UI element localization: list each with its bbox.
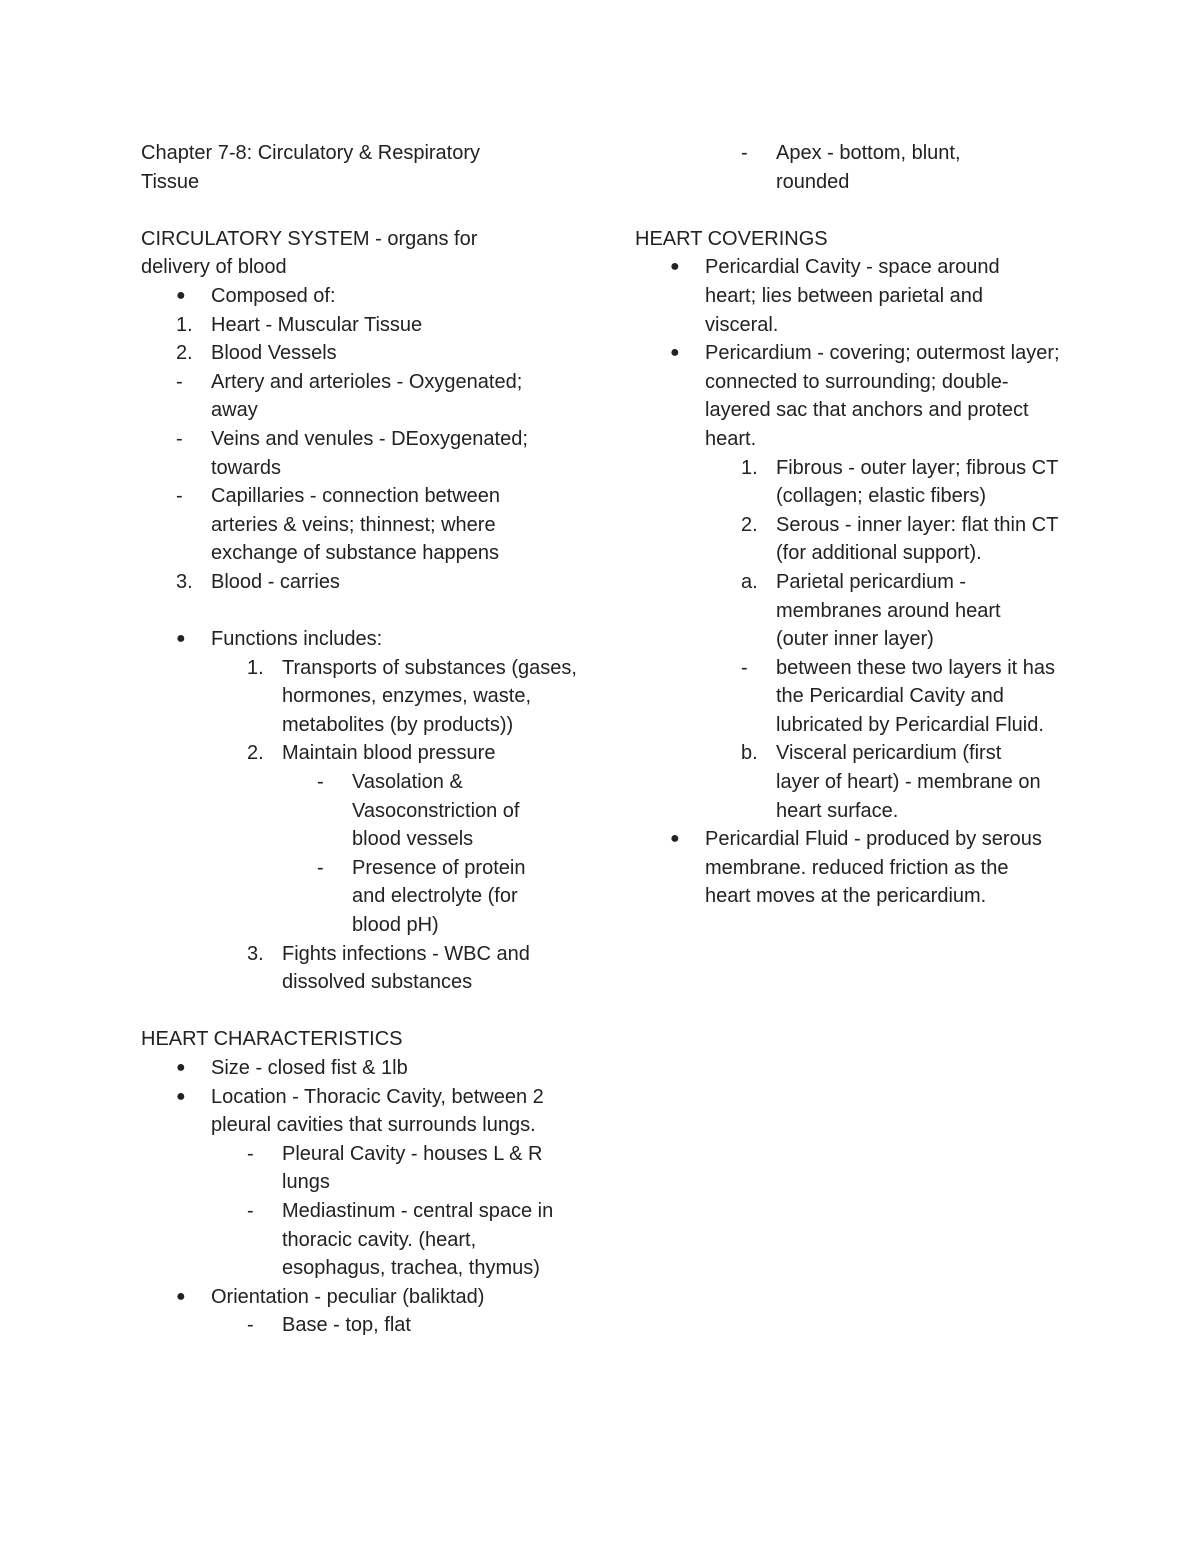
item-marker: 1. xyxy=(247,656,264,679)
item-text: between these two layers it has the Pericardial Cavity and lubricated by Pericardial Fluid. xyxy=(776,656,1056,736)
item-text: Composed of: xyxy=(211,284,336,307)
item-text: Serous - inner layer: flat thin CT (for additional support). xyxy=(776,513,1058,565)
list-item xyxy=(635,568,1036,654)
item-text: Fibrous - outer layer; fibrous CT (collagen; elastic fibers) xyxy=(776,456,1058,508)
dash-marker: - xyxy=(247,1142,254,1165)
list-item xyxy=(141,940,562,997)
bullet-icon: ● xyxy=(176,1087,186,1105)
list-item xyxy=(635,511,1058,568)
dash-marker: - xyxy=(317,856,324,879)
list-item xyxy=(141,282,581,311)
item-text: Blood - carries xyxy=(211,570,340,593)
item-marker: b. xyxy=(741,742,758,765)
item-text: Transports of substances (gases, hormones, enzymes, waste, metabolites (by products)) xyxy=(282,656,577,736)
bullet-icon: ● xyxy=(670,344,680,362)
item-text: Functions includes: xyxy=(211,628,383,651)
item-text: Pericardium - covering; outermost layer; connected to surrounding; double-layered sac that anchors and protect heart. xyxy=(705,342,1060,450)
list-item xyxy=(141,339,581,368)
item-text: Pleural Cavity - houses L & R lungs xyxy=(282,1142,543,1194)
dash-marker: - xyxy=(176,427,183,450)
item-marker: 1. xyxy=(176,313,193,336)
list-item xyxy=(141,425,561,482)
item-marker: a. xyxy=(741,570,758,593)
item-text: Artery and arterioles - Oxygenated; away xyxy=(211,370,523,422)
dash-marker: - xyxy=(176,370,183,393)
bullet-icon: ● xyxy=(176,630,186,648)
list-item xyxy=(141,1083,561,1140)
list-item xyxy=(635,454,1058,511)
list-item xyxy=(141,1054,581,1083)
list-item xyxy=(141,1197,567,1283)
item-text: Visceral pericardium (first layer of heart) - membrane on heart surface. xyxy=(776,742,1041,822)
list-item xyxy=(141,311,581,340)
list-item xyxy=(141,1283,581,1312)
item-text: Pericardial Fluid - produced by serous membrane. reduced friction as the heart moves at the pericardium. xyxy=(705,828,1042,908)
heart-coverings-heading: HEART COVERINGS xyxy=(635,227,828,250)
dash-marker: - xyxy=(741,142,748,164)
left-column xyxy=(141,139,581,1340)
item-text: Veins and venules - DEoxygenated; towards xyxy=(211,427,528,479)
circulatory-heading: CIRCULATORY SYSTEM - organs for delivery of blood xyxy=(141,227,478,279)
heart-characteristics-heading: HEART CHARACTERISTICS xyxy=(141,1028,403,1051)
list-item xyxy=(141,854,547,940)
list-item xyxy=(141,625,581,654)
list-item xyxy=(141,739,581,768)
item-text: Capillaries - connection between arteries & veins; thinnest; where exchange of substance happens xyxy=(211,485,501,565)
item-marker: 2. xyxy=(247,742,264,765)
item-marker: 3. xyxy=(247,942,264,965)
item-marker: 2. xyxy=(176,342,193,365)
dash-marker: - xyxy=(247,1314,254,1337)
item-marker: 3. xyxy=(176,570,193,593)
dash-marker: - xyxy=(176,485,183,508)
item-text: Location - Thoracic Cavity, between 2 pleural cavities that surrounds lungs. xyxy=(211,1085,544,1137)
list-item xyxy=(635,654,1056,740)
bullet-icon: ● xyxy=(176,1287,186,1305)
item-text: Base - top, flat xyxy=(282,1314,411,1337)
item-text: Orientation - peculiar (baliktad) xyxy=(211,1285,485,1308)
item-text: Pericardial Cavity - space around heart; lies between parietal and visceral. xyxy=(705,256,1000,336)
item-text: Parietal pericardium - membranes around heart (outer inner layer) xyxy=(776,570,1001,651)
list-item xyxy=(635,253,1035,339)
item-text: Vasolation & Vasoconstriction of blood vessels xyxy=(352,771,520,851)
item-text: Blood Vessels xyxy=(211,342,337,365)
bullet-icon: ● xyxy=(176,1059,186,1076)
bullet-icon: ● xyxy=(670,830,680,848)
item-text: Presence of protein and electrolyte (for blood pH) xyxy=(352,856,526,937)
list-item xyxy=(141,1311,581,1340)
dash-marker: - xyxy=(741,656,748,679)
list-item xyxy=(141,368,556,425)
bullet-icon: ● xyxy=(670,258,680,276)
dash-marker: - xyxy=(247,1199,254,1222)
bullet-icon: ● xyxy=(176,286,186,304)
right-column xyxy=(635,139,1075,911)
list-item xyxy=(141,482,533,568)
list-item xyxy=(635,825,1050,911)
list-item xyxy=(635,139,986,196)
list-item xyxy=(635,339,1060,453)
item-text: Apex - bottom, blunt, rounded xyxy=(776,142,961,193)
item-text: Mediastinum - central space in thoracic cavity. (heart, esophagus, trachea, thymus) xyxy=(282,1199,554,1280)
list-item xyxy=(141,1140,567,1197)
item-text: Maintain blood pressure xyxy=(282,742,496,765)
item-marker: 2. xyxy=(741,513,758,536)
item-marker: 1. xyxy=(741,456,758,479)
list-item xyxy=(635,739,1046,825)
list-item xyxy=(141,654,582,740)
item-text: Size - closed fist & 1lb xyxy=(211,1057,408,1079)
dash-marker: - xyxy=(317,771,324,794)
document-title: Chapter 7-8: Circulatory & Respiratory Tissue xyxy=(141,142,481,193)
list-item xyxy=(141,568,581,597)
item-text: Fights infections - WBC and dissolved substances xyxy=(282,942,530,994)
list-item xyxy=(141,768,547,854)
item-text: Heart - Muscular Tissue xyxy=(211,313,423,336)
